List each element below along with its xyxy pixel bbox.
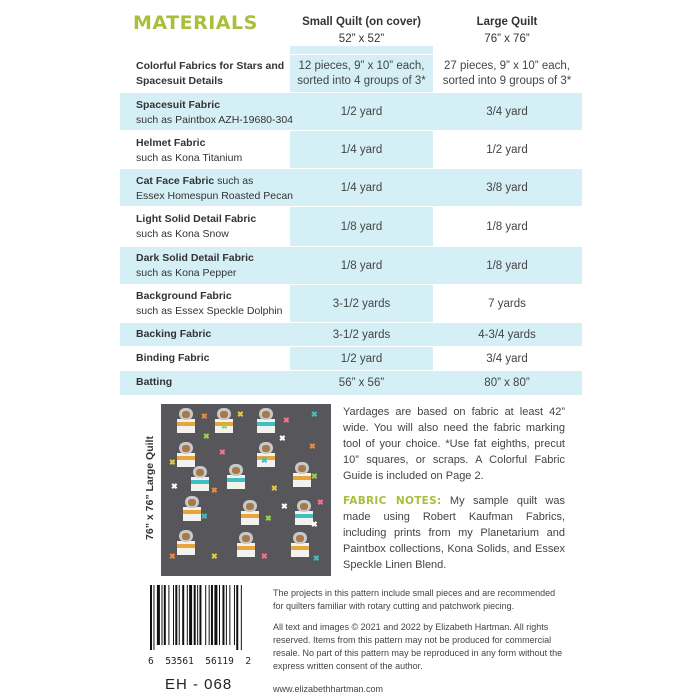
barcode-bar [187, 585, 188, 645]
row-label: Helmet Fabric such as Kona Titanium [136, 137, 243, 164]
star-motif: ✖ [309, 442, 316, 451]
small-quilt-size: 52” x 52” [338, 33, 385, 45]
large-quilt-header [432, 14, 582, 48]
astronaut-motif [255, 408, 277, 434]
barcode-bar [211, 585, 213, 645]
barcode-bar [219, 585, 220, 645]
large-amount: 80” x 80” [484, 377, 530, 389]
large-amount: 3/4 yard [486, 353, 528, 365]
fabric-notes [343, 493, 565, 573]
astronaut-motif [291, 462, 313, 488]
barcode-bar [189, 585, 192, 645]
astronaut-motif [225, 464, 247, 490]
table-row [120, 322, 582, 347]
star-motif: ✖ [201, 412, 208, 421]
star-motif: ✖ [201, 512, 208, 521]
pattern-code: EH - 068 [165, 676, 233, 693]
barcode-bar [182, 585, 184, 645]
star-motif: ✖ [281, 502, 288, 511]
row-label: Backing Fabric [136, 328, 212, 340]
large-amount: 1/8 yard [486, 221, 528, 233]
star-motif: ✖ [211, 552, 218, 561]
table-row [120, 54, 582, 93]
star-motif: ✖ [311, 410, 318, 419]
barcode-bar [164, 585, 166, 645]
barcode-bar [214, 585, 217, 645]
barcode-bar [205, 585, 206, 645]
astronaut-motif [175, 442, 197, 468]
star-motif: ✖ [311, 520, 318, 529]
star-motif: ✖ [271, 484, 278, 493]
star-motif: ✖ [219, 448, 226, 457]
quilt-photo [161, 404, 331, 576]
barcode-bar [162, 585, 163, 645]
astronaut-motif [189, 466, 211, 492]
small-amount: 12 pieces, 9” x 10” each, sorted into 4 groups of 3* [297, 60, 426, 87]
star-motif: ✖ [171, 482, 178, 491]
barcode-bar [241, 585, 242, 650]
astronaut-motif [239, 500, 261, 526]
small-amount: 1/2 yard [340, 353, 383, 365]
barcode-bar [197, 585, 198, 645]
barcode-bar [229, 585, 230, 645]
small-amount: 1/8 yard [340, 260, 383, 272]
astronaut-motif [289, 532, 311, 558]
star-motif: ✖ [211, 486, 218, 495]
small-amount: 1/4 yard [340, 182, 383, 194]
row-label: Cat Face Fabric such as Essex Homespun Roasted Pecan [136, 175, 294, 202]
star-motif: ✖ [279, 434, 286, 443]
star-motif: ✖ [261, 552, 268, 561]
large-quilt-title: Large Quilt [476, 16, 538, 28]
barcode-digits: 6 53561 56119 2 [148, 656, 252, 667]
barcode-bar [222, 585, 224, 645]
barcode-bar [199, 585, 201, 645]
star-motif: ✖ [261, 456, 268, 465]
barcode-bar [234, 585, 235, 645]
table-row [120, 168, 582, 207]
table-row [120, 370, 582, 395]
barcode-bar [150, 585, 152, 650]
row-label: Colorful Fabrics for Stars and Spacesuit Details [136, 60, 285, 87]
barcode-bar [173, 585, 174, 645]
star-motif: ✖ [237, 410, 244, 419]
table-row [120, 130, 582, 169]
large-amount: 1/2 yard [486, 144, 528, 156]
small-amount: 1/8 yard [340, 221, 383, 233]
pattern-back-page: MATERIALS Small Quilt (on cover) 52” x 52” Large Quilt 76” x 76” Colorful Fabrics for Stars and Spacesuit Details 12 pieces, 9” x 10” each, sorted into 4 groups of 3* 27 pieces, 9” x 10” each, sorted into 9 groups of 3* Spacesuit Fabric such as Paintbox AZH-19680-304 1/2 yard 3/4 yard Helmet Fabric such as Kona Titanium 1/4 yard 1/2 yard Cat Face Fabric such as Essex Homespun Roasted Pecan 1/4 yard 3/8 yard Light Solid Detail Fabric such as Kona Snow 1/8 yard 1/8 yard Dark Solid Detail Fabric such as Kona Pepper 1/8 yard 1/8 yard Background Fabric such as Essex Speckle Dolphin 3-1/2 yards 7 yards Backing Fabric 3-1/2 yards 4-3/4 yards Binding Fabric 1/2 yard 3/4 yard Batting 56” x 56” 80” x 80” 76” x 76” Large Quilt ✖ ✖ ✖ ✖ ✖ ✖ ✖ ✖ ✖ ✖ ✖ ✖ ✖ ✖ ✖ ✖ ✖ ✖ ✖ ✖ ✖ ✖ ✖ ✖ Yardages are based on fabric at least 42” wide. You will also need the fabric marking tool of your choice. *Use fat eighths, precut 10” squares, or scraps. A Colorful Fabric Guide is included on Page 2. FABRIC NOTES: My sample quilt was made using Robert Kaufman Fabrics, including prints from my Planetarium and Paintbox collections, Kona Solids, and Essex Speckle Linen Blend. 6 53561 56119 2 EH - 068 The projects in this pattern include small pieces and are recommended for quilters familiar with rotary cutting and patchwork piecing. All text and images © 2021 and 2022 by Elizabeth Hartman. All rights reserved. Items from this pattern may not be produced for commercial resale. No part of this pattern may be reproduced in any form without the express written consent of the author. www.elizabethhartman.com [0, 0, 700, 700]
small-amount: 1/2 yard [340, 106, 383, 118]
small-amount: 56” x 56” [338, 377, 385, 389]
small-amount: 1/4 yard [340, 144, 383, 156]
table-row [120, 206, 582, 247]
barcode-bar [226, 585, 227, 645]
materials-title: MATERIALS [133, 12, 258, 34]
barcode-bar [194, 585, 196, 645]
star-motif: ✖ [313, 554, 320, 563]
star-motif: ✖ [311, 472, 318, 481]
row-label: Dark Solid Detail Fabric such as Kona Pepper [136, 252, 254, 279]
star-motif: ✖ [317, 498, 324, 507]
large-amount: 27 pieces, 9” x 10” each, sorted into 9 groups of 3* [442, 60, 572, 87]
star-motif: ✖ [283, 416, 290, 425]
row-label: Background Fabric such as Essex Speckle Dolphin [136, 290, 283, 317]
star-motif: ✖ [203, 432, 210, 441]
copyright-note: All text and images © 2021 and 2022 by Elizabeth Hartman. All rights reserved. Items from this pattern may not be produced for commercial resale. No part of this pattern may be reproduced in any form without the express written consent of the author. [273, 622, 563, 671]
star-motif: ✖ [265, 514, 272, 523]
large-amount: 3/8 yard [486, 182, 528, 194]
row-label: Spacesuit Fabric such as Paintbox AZH-19680-304 [136, 99, 294, 126]
row-label: Binding Fabric [136, 352, 210, 364]
astronaut-motif [181, 496, 203, 522]
table-row [120, 92, 582, 131]
website-link[interactable]: www.elizabethhartman.com [273, 684, 384, 694]
barcode-image [148, 585, 268, 650]
barcode-bar [157, 585, 160, 645]
yardage-note: Yardages are based on fabric at least 42” wide. You will also need the fabric marking tool of your choice. *Use fat eighths, precut 10” squares, or scraps. A Colorful Fabric Guide is included on Page 2. [343, 406, 565, 482]
small-amount: 3-1/2 yards [332, 298, 391, 310]
astronaut-motif [175, 530, 197, 556]
barcode-bar [179, 585, 180, 645]
fabric-notes-heading: FABRIC NOTES: [343, 495, 442, 507]
small-quilt-header [290, 14, 433, 48]
barcode-bar [209, 585, 210, 645]
star-motif: ✖ [169, 552, 176, 561]
table-row [120, 346, 582, 371]
skill-level-note: The projects in this pattern include small pieces and are recommended for quilters familiar with rotary cutting and patchwork piecing. [273, 588, 556, 611]
large-amount: 4-3/4 yards [478, 329, 536, 341]
star-motif: ✖ [169, 458, 176, 467]
barcode-bar [236, 585, 238, 650]
barcode-bar [175, 585, 177, 645]
large-quilt-size: 76” x 76” [484, 33, 530, 45]
small-amount: 3-1/2 yards [332, 329, 391, 341]
table-row [120, 246, 582, 285]
astronaut-motif [235, 532, 257, 558]
small-quilt-title: Small Quilt (on cover) [302, 16, 421, 28]
star-motif: ✖ [221, 422, 228, 431]
astronaut-motif [175, 408, 197, 434]
barcode-bar [168, 585, 169, 645]
large-amount: 7 yards [488, 298, 526, 310]
large-amount: 3/4 yard [486, 106, 528, 118]
row-label: Light Solid Detail Fabric such as Kona Snow [136, 213, 257, 240]
row-label: Batting [136, 376, 173, 388]
fabric-notes-text: My sample quilt was made using Robert Kaufman Fabrics, including prints from my Planetarium and Paintbox collections, Kona Solids, and Essex Speckle Linen Blend. [343, 495, 565, 571]
table-row [120, 284, 582, 323]
large-amount: 1/8 yard [486, 260, 528, 272]
barcode-bar [153, 585, 154, 650]
